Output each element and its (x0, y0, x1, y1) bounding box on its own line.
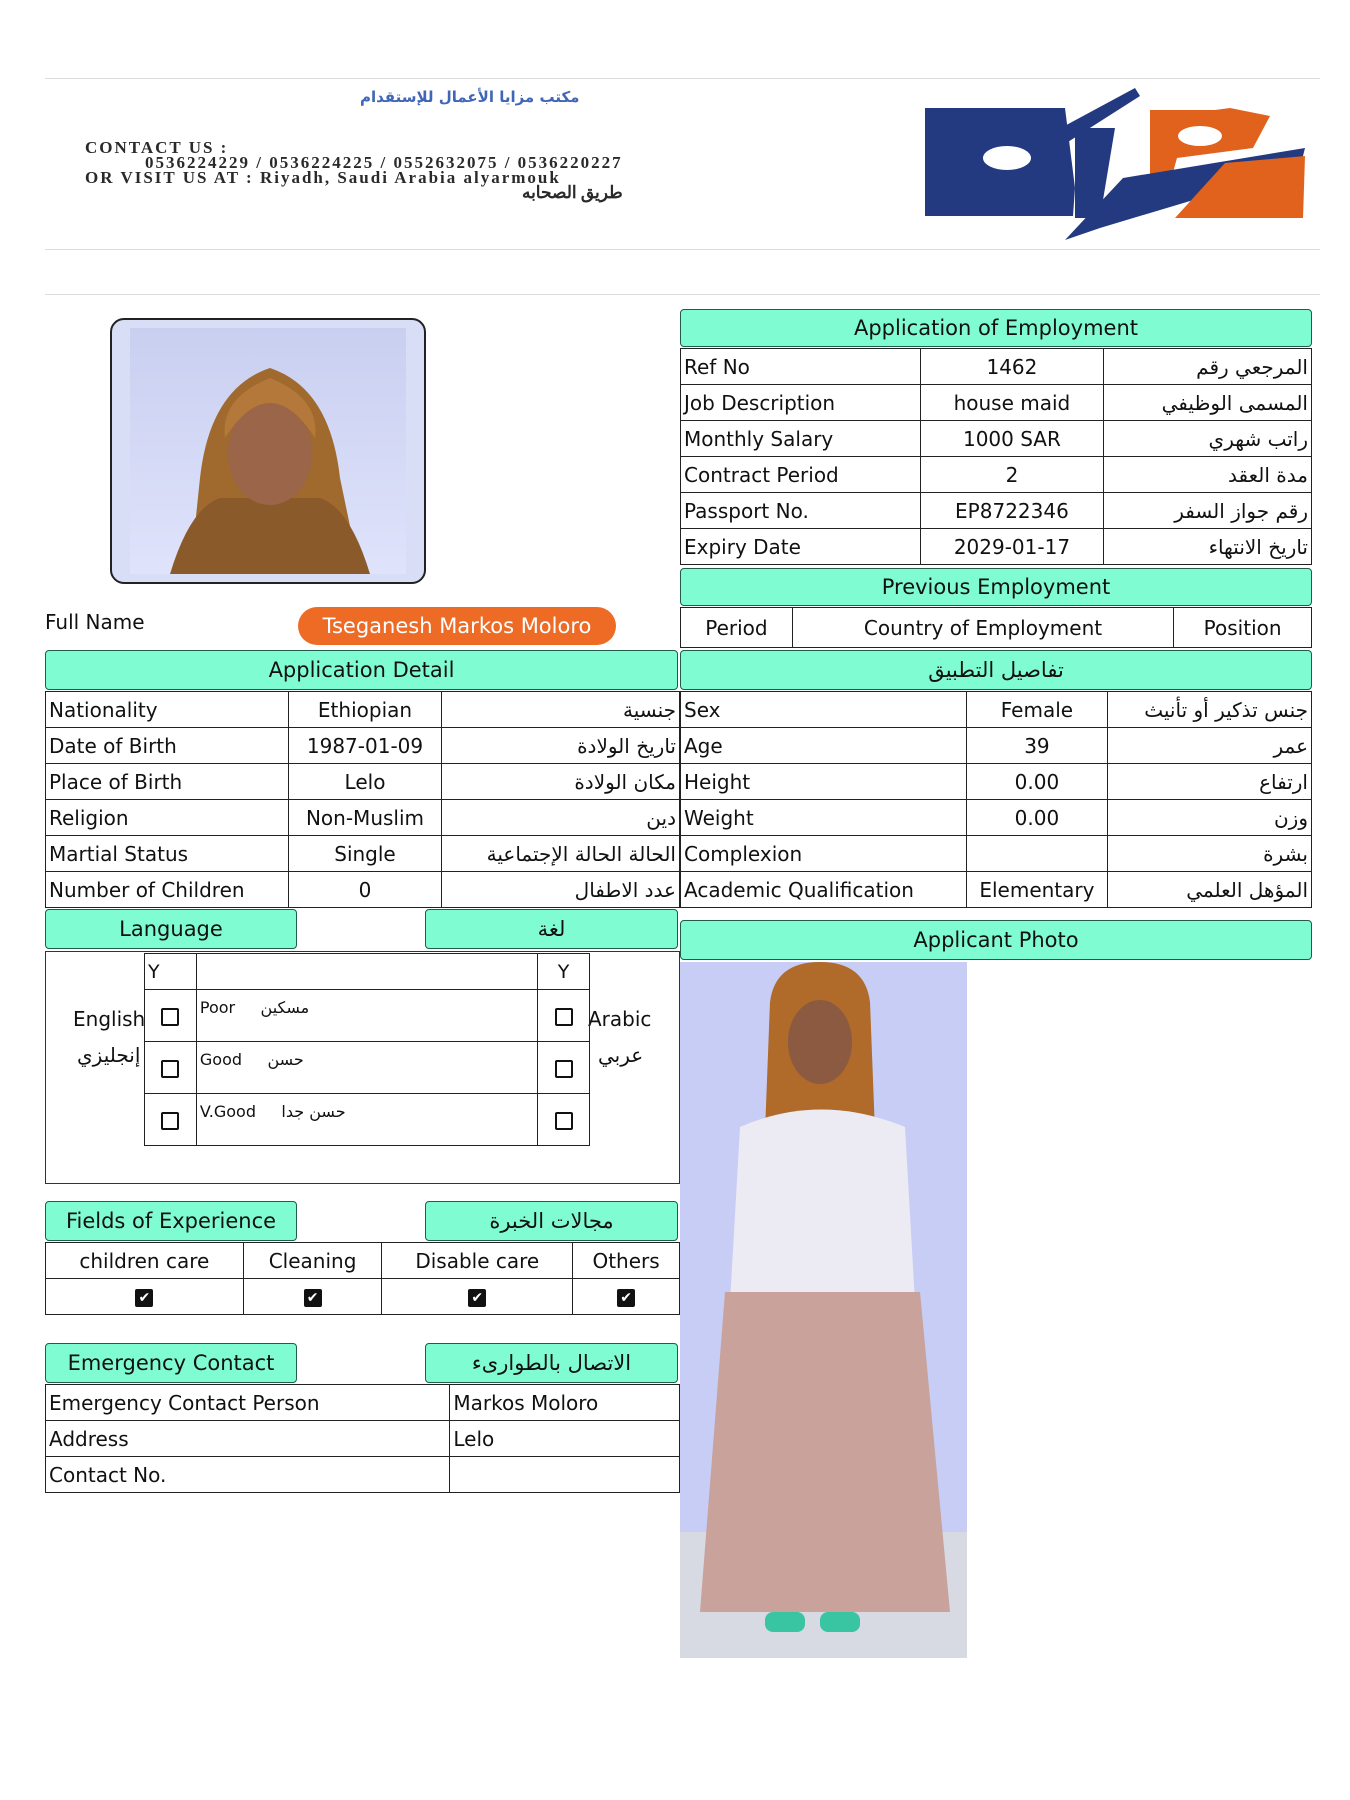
detail-value: 1987-01-09 (288, 728, 442, 764)
level-header (196, 954, 537, 990)
full-name-value: Tseganesh Markos Moloro (298, 607, 616, 645)
arabic-label: Arabic (588, 1007, 652, 1031)
employment-label: Ref No (681, 349, 921, 385)
emergency-label: Contact No. (46, 1457, 450, 1493)
level-poor (196, 990, 537, 1042)
company-logo (925, 88, 1305, 240)
emergency-label: Address (46, 1421, 450, 1457)
experience-ar-header: مجالات الخبرة (425, 1201, 678, 1241)
employment-value: 1462 (920, 349, 1104, 385)
detail-ar-label: Academic Qualification (681, 872, 967, 908)
detail-ar-row (681, 872, 1312, 908)
employment-row (681, 385, 1312, 421)
detail-ar-label: Sex (681, 692, 967, 728)
detail-row (46, 728, 680, 764)
arabic-good-cell[interactable] (538, 1042, 590, 1094)
detail-row (46, 836, 680, 872)
detail-label-ar: جنسية (442, 692, 680, 728)
applicant-photo-header: Applicant Photo (680, 920, 1312, 960)
emergency-row (46, 1385, 680, 1421)
detail-ar-row (681, 728, 1312, 764)
detail-ar-row (681, 800, 1312, 836)
previous-employment-header: Previous Employment (680, 568, 1312, 606)
detail-ar-row (681, 836, 1312, 872)
employment-row (681, 421, 1312, 457)
application-detail-header: Application Detail (45, 650, 678, 690)
application-detail-ar-table (680, 691, 1312, 908)
detail-label-ar: الحالة الحالة الإجتماعية (442, 836, 680, 872)
disable-care-check-cell[interactable] (382, 1279, 573, 1315)
detail-row (46, 764, 680, 800)
detail-row (46, 800, 680, 836)
detail-ar-label-ar: بشرة (1108, 836, 1312, 872)
office-name: مكتب مزايا الأعمال للإستقدام (360, 88, 580, 106)
employment-value: 1000 SAR (920, 421, 1104, 457)
disable-care-checkbox[interactable]: ✔ (468, 1289, 486, 1307)
col-country: Country of Employment (792, 608, 1173, 648)
header-divider (45, 249, 1320, 250)
previous-employment-table (680, 607, 1312, 648)
field-children-care: children care (46, 1243, 244, 1279)
applicant-full-photo (680, 962, 967, 1658)
arabic-poor-checkbox[interactable] (555, 1008, 573, 1026)
emergency-table (45, 1384, 680, 1493)
detail-label-ar: مكان الولادة (442, 764, 680, 800)
language-ar-header: لغة (425, 909, 678, 949)
detail-ar-label-ar: ارتفاع (1108, 764, 1312, 800)
detail-ar-label-ar: جنس تذكير أو تأنيث (1108, 692, 1312, 728)
detail-value: 0 (288, 872, 442, 908)
language-grid (144, 953, 590, 1146)
english-label: English (73, 1007, 146, 1031)
detail-label: Martial Status (46, 836, 289, 872)
field-disable-care: Disable care (382, 1243, 573, 1279)
detail-ar-value: Elementary (966, 872, 1108, 908)
english-vgood-checkbox[interactable] (161, 1112, 179, 1130)
detail-value: Non-Muslim (288, 800, 442, 836)
employment-value: house maid (920, 385, 1104, 421)
col-position: Position (1174, 608, 1312, 648)
level-good (196, 1042, 537, 1094)
level-vgood-en: V.Good (199, 1102, 256, 1121)
level-poor-en: Poor (199, 998, 236, 1017)
employment-value: 2 (920, 457, 1104, 493)
detail-ar-label-ar: المؤهل العلمي (1108, 872, 1312, 908)
employment-label: Contract Period (681, 457, 921, 493)
employment-label-ar: رقم جواز السفر (1104, 493, 1312, 529)
experience-header: Fields of Experience (45, 1201, 297, 1241)
detail-label: Number of Children (46, 872, 289, 908)
children-care-check-cell[interactable] (46, 1279, 244, 1315)
detail-ar-value: Female (966, 692, 1108, 728)
application-detail-table (45, 691, 680, 908)
employment-value: EP8722346 (920, 493, 1104, 529)
employment-label-ar: مدة العقد (1104, 457, 1312, 493)
detail-label: Place of Birth (46, 764, 289, 800)
detail-ar-label-ar: عمر (1108, 728, 1312, 764)
level-good-ar: حسن (267, 1050, 304, 1069)
detail-ar-label: Complexion (681, 836, 967, 872)
employment-label-ar: تاريخ الانتهاء (1104, 529, 1312, 565)
english-vgood-cell[interactable] (145, 1094, 197, 1146)
arabic-vgood-checkbox[interactable] (555, 1112, 573, 1130)
detail-ar-value: 0.00 (966, 764, 1108, 800)
emergency-row (46, 1421, 680, 1457)
contact-line-3: OR VISIT US AT : Riyadh, Saudi Arabia alyarmouk (85, 168, 561, 187)
emergency-value: Markos Moloro (450, 1385, 680, 1421)
emergency-row (46, 1457, 680, 1493)
detail-ar-row (681, 692, 1312, 728)
emergency-value (450, 1457, 680, 1493)
contact-line-1: CONTACT US : (85, 138, 229, 157)
detail-row (46, 872, 680, 908)
application-detail-ar-header: تفاصيل التطبيق (680, 650, 1312, 690)
employment-label: Expiry Date (681, 529, 921, 565)
english-good-checkbox[interactable] (161, 1060, 179, 1078)
arabic-vgood-cell[interactable] (538, 1094, 590, 1146)
english-poor-checkbox[interactable] (161, 1008, 179, 1026)
col-period: Period (681, 608, 793, 648)
detail-value: Ethiopian (288, 692, 442, 728)
employment-row (681, 457, 1312, 493)
field-others: Others (573, 1243, 680, 1279)
employment-row (681, 493, 1312, 529)
employment-label: Job Description (681, 385, 921, 421)
level-vgood-ar: حسن جدا (281, 1102, 346, 1121)
arabic-good-checkbox[interactable] (555, 1060, 573, 1078)
detail-ar-value (966, 836, 1108, 872)
employment-row (681, 529, 1312, 565)
section-divider (45, 294, 1320, 295)
full-name-label: Full Name (45, 610, 145, 634)
employment-header: Application of Employment (680, 309, 1312, 347)
arabic-y-header: Y (538, 954, 590, 990)
level-poor-ar: مسكين (260, 998, 310, 1017)
detail-ar-value: 0.00 (966, 800, 1108, 836)
detail-value: Lelo (288, 764, 442, 800)
field-cleaning: Cleaning (243, 1243, 382, 1279)
english-poor-cell[interactable] (145, 990, 197, 1042)
contact-line-4: طريق الصحابه (521, 183, 623, 202)
detail-value: Single (288, 836, 442, 872)
detail-ar-label-ar: وزن (1108, 800, 1312, 836)
detail-label-ar: دين (442, 800, 680, 836)
emergency-value: Lelo (450, 1421, 680, 1457)
employment-value: 2029-01-17 (920, 529, 1104, 565)
others-check-cell[interactable] (573, 1279, 680, 1315)
emergency-header: Emergency Contact (45, 1343, 297, 1383)
detail-ar-value: 39 (966, 728, 1108, 764)
detail-label-ar: عدد الاطفال (442, 872, 680, 908)
detail-ar-label: Weight (681, 800, 967, 836)
detail-label: Religion (46, 800, 289, 836)
employment-row (681, 349, 1312, 385)
detail-ar-row (681, 764, 1312, 800)
top-divider (45, 78, 1320, 79)
employment-label: Passport No. (681, 493, 921, 529)
english-ar-label: إنجليزي (77, 1043, 141, 1067)
arabic-ar-label: عربي (598, 1043, 644, 1067)
detail-ar-label: Age (681, 728, 967, 764)
detail-label-ar: تاريخ الولادة (442, 728, 680, 764)
experience-table (45, 1242, 680, 1315)
english-y-header: Y (145, 954, 197, 990)
employment-label-ar: المسمى الوظيفي (1104, 385, 1312, 421)
arabic-poor-cell[interactable] (538, 990, 590, 1042)
contact-block (85, 140, 623, 200)
english-good-cell[interactable] (145, 1042, 197, 1094)
employment-table (680, 348, 1312, 565)
others-checkbox[interactable]: ✔ (617, 1289, 635, 1307)
employment-label: Monthly Salary (681, 421, 921, 457)
emergency-ar-header: الاتصال بالطوارىء (425, 1343, 678, 1383)
contact-line-2: 0536224229 / 0536224225 / 0552632075 / 0536220227 (145, 153, 623, 172)
detail-label: Date of Birth (46, 728, 289, 764)
children-care-checkbox[interactable]: ✔ (135, 1289, 153, 1307)
emergency-label: Emergency Contact Person (46, 1385, 450, 1421)
language-header: Language (45, 909, 297, 949)
detail-ar-label: Height (681, 764, 967, 800)
level-good-en: Good (199, 1050, 243, 1069)
employment-label-ar: المرجعي رقم (1104, 349, 1312, 385)
applicant-portrait (110, 318, 426, 584)
cleaning-check-cell[interactable] (243, 1279, 382, 1315)
level-vgood (196, 1094, 537, 1146)
detail-label: Nationality (46, 692, 289, 728)
cleaning-checkbox[interactable]: ✔ (304, 1289, 322, 1307)
portrait-image (130, 328, 406, 574)
detail-row (46, 692, 680, 728)
employment-label-ar: راتب شهري (1104, 421, 1312, 457)
